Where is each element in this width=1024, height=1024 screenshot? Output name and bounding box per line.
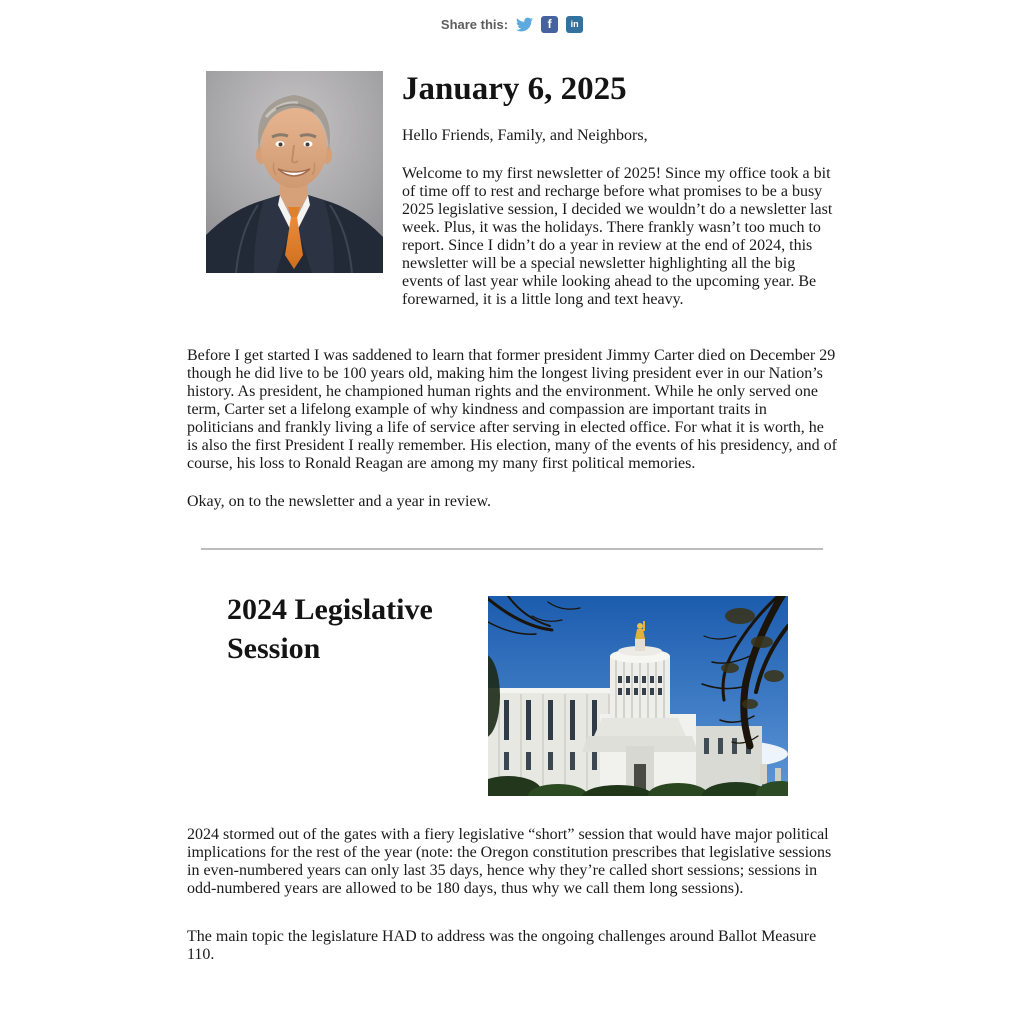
- legislative-session-section: [187, 590, 837, 964]
- share-bar: [0, 0, 1024, 33]
- linkedin-share-icon[interactable]: in: [566, 16, 583, 33]
- facebook-share-icon[interactable]: f: [541, 16, 558, 33]
- share-icons: [508, 16, 583, 33]
- author-portrait-photo: [206, 71, 383, 273]
- share-label: Share this:: [440, 17, 509, 33]
- oregon-capitol-photo: [488, 596, 788, 796]
- section-divider: [201, 548, 823, 550]
- intro-section: [187, 71, 837, 511]
- newsletter-body: [187, 71, 837, 964]
- intro-paragraph-welcome: Welcome to my first newsletter of 2025! Since my office took a bit of time off to rest and recharge before what promises to be a busy 2025 legislative session, I decided we wouldn’t do a newsletter last week. Plus, it was the holidays. There frankly wasn’t too much to report. Since I didn’t do a year in review at the end of 2024, this newsletter will be a special newsletter highlighting all the big events of last year while looking ahead to the upcoming year. Be forewarned, it is a little long and text heavy.: [402, 165, 833, 309]
- session-heading: 2024 Legislative Session: [227, 593, 433, 666]
- session-paragraph-topic: The main topic the legislature HAD to address was the ongoing challenges around Ballot Measure 110.: [187, 928, 817, 964]
- date-heading: January 6, 2025: [402, 71, 627, 108]
- twitter-share-icon[interactable]: [516, 16, 533, 33]
- intro-paragraph-carter: Before I get started I was saddened to learn that former president Jimmy Carter died on December 29 though he did live to be 100 years old, making him the longest living president ever in our Nation’s history. As president, he championed human rights and the environment. While he only served one term, Carter set a lifelong example of why kindness and compassion are important traits in politicians and frankly living a life of service after serving in elected office. For what it is worth, he is also the first President I really remember. His election, many of the events of his presidency, and of course, his loss to Ronald Reagan are among my many first political memories.: [187, 347, 837, 473]
- intro-paragraph-closing: Okay, on to the newsletter and a year in review.: [187, 493, 492, 511]
- intro-greeting: Hello Friends, Family, and Neighbors,: [402, 127, 648, 145]
- session-paragraph-overview: 2024 stormed out of the gates with a fiery legislative “short” session that would have major political implications for the rest of the year (note: the Oregon constitution prescribes that legislative sessions in even-numbered years can only last 35 days, hence why they’re called short sessions; sessions in odd-numbered years are allowed to be 180 days, thus why we call them long sessions).: [187, 826, 832, 898]
